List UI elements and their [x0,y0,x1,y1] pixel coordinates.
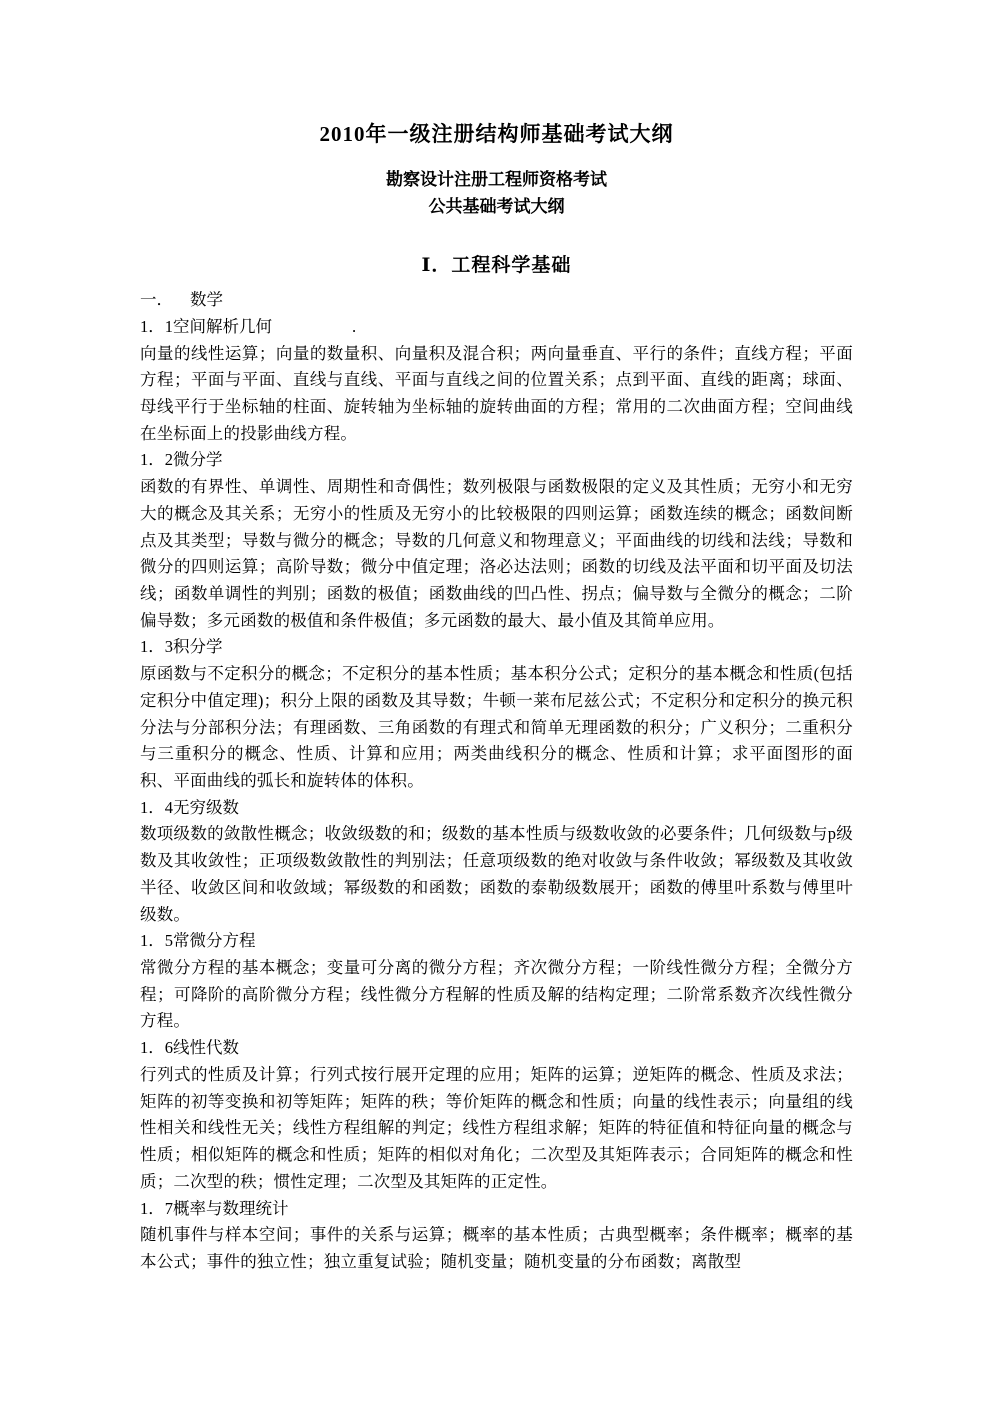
item-body-4: 数项级数的敛散性概念；收敛级数的和；级数的基本性质与级数收敛的必要条件；几何级数与p级数及其收敛性；正项级数敛散性的判别法；任意项级数的绝对收敛与条件收敛；幂级数及其收敛半径、收敛区间和收敛域；幂级数的和函数；函数的泰勒级数展开；函数的傅里叶系数与傅里叶级数。 [140,824,853,924]
item-body-2: 函数的有界性、单调性、周期性和奇偶性；数列极限与函数极限的定义及其性质；无穷小和无穷大的概念及其关系；无穷小的性质及无穷小的比较极限的四则运算；函数连续的概念；函数间断点及其类型；导数与微分的概念；导数的几何意义和物理意义；平面曲线的切线和法线；导数和微分的四则运算；高阶导数；微分中值定理；洛必达法则；函数的切线及法平面和切平面及切法线；函数单调性的判别；函数的极值；函数曲线的凹凸性、拐点；偏导数与全微分的概念；二阶偏导数；多元函数的极值和条件极值；多元函数的最大、最小值及其简单应用。 [140,477,853,630]
item-heading-1 [140,314,853,341]
item-heading-3: 1．3积分学 [140,637,223,657]
item-body-7: 随机事件与样本空间；事件的关系与运算；概率的基本性质；古典型概率；条件概率；概率的基本公式；事件的独立性；独立重复试验；随机变量；随机变量的分布函数；离散型 [140,1225,853,1271]
chapter-heading [140,287,853,314]
item-heading-5: 1．5常微分方程 [140,931,256,951]
chapter-name: 数学 [190,290,223,310]
item-heading-7: 1．7概率与数理统计 [140,1198,289,1218]
item-body-6: 行列式的性质及计算；行列式按行展开定理的应用；矩阵的运算；逆矩阵的概念、性质及求法；矩阵的初等变换和初等矩阵；矩阵的秩；等价矩阵的概念和性质；向量的线性表示；向量组的线性相关和线性无关；线性方程组解的判定；线性方程组求解；矩阵的特征值和特征向量的概念与性质；相似矩阵的概念和性质；矩阵的相似对角化；二次型及其矩阵表示；合同矩阵的概念和性质；二次型的秩；惯性定理；二次型及其矩阵的正定性。 [140,1064,853,1191]
section-heading: Ⅰ．工程科学基础 [421,255,572,277]
item-heading-1-tail: . [352,316,357,336]
item-body-1: 向量的线性运算；向量的数量积、向量积及混合积；两向量垂直、平行的条件；直线方程；平面方程；平面与平面、直线与直线、平面与直线之间的位置关系；点到平面、直线的距离；球面、母线平行于坐标轴的柱面、旋转轴为坐标轴的旋转曲面的方程；常用的二次曲面方程；空间曲线在坐标面上的投影曲线方程。 [140,343,853,443]
page-title: 2010年一级注册结构师基础考试大纲 [319,122,674,146]
item-heading-2: 1．2微分学 [140,450,223,470]
item-body-3: 原函数与不定积分的概念；不定积分的基本性质；基本积分公式；定积分的基本概念和性质(包括定积分中值定理)；积分上限的函数及其导数；牛顿一莱布尼兹公式；不定积分和定积分的换元积分法与分部积分法；有理函数、三角函数的有理式和简单无理函数的积分；广义积分；二重积分与三重积分的概念、性质、计算和应用；两类曲线积分的概念、性质和计算；求平面图形的面积、平面曲线的弧长和旋转体的体积。 [140,664,853,791]
item-heading-1-label: 1．1空间解析几何 [140,316,272,336]
document-subtitle-2: 公共基础考试大纲 [428,196,565,216]
document-subtitle-1: 勘察设计注册工程师资格考试 [386,170,607,190]
item-heading-6: 1．6线性代数 [140,1038,239,1058]
chapter-number: 一． [140,290,173,310]
item-body-5: 常微分方程的基本概念；变量可分离的微分方程；齐次微分方程；一阶线性微分方程；全微分方程；可降阶的高阶微分方程；线性微分方程解的性质及解的结构定理；二阶常系数齐次线性微分方程。 [140,958,853,1031]
item-heading-4: 1．4无穷级数 [140,797,239,817]
